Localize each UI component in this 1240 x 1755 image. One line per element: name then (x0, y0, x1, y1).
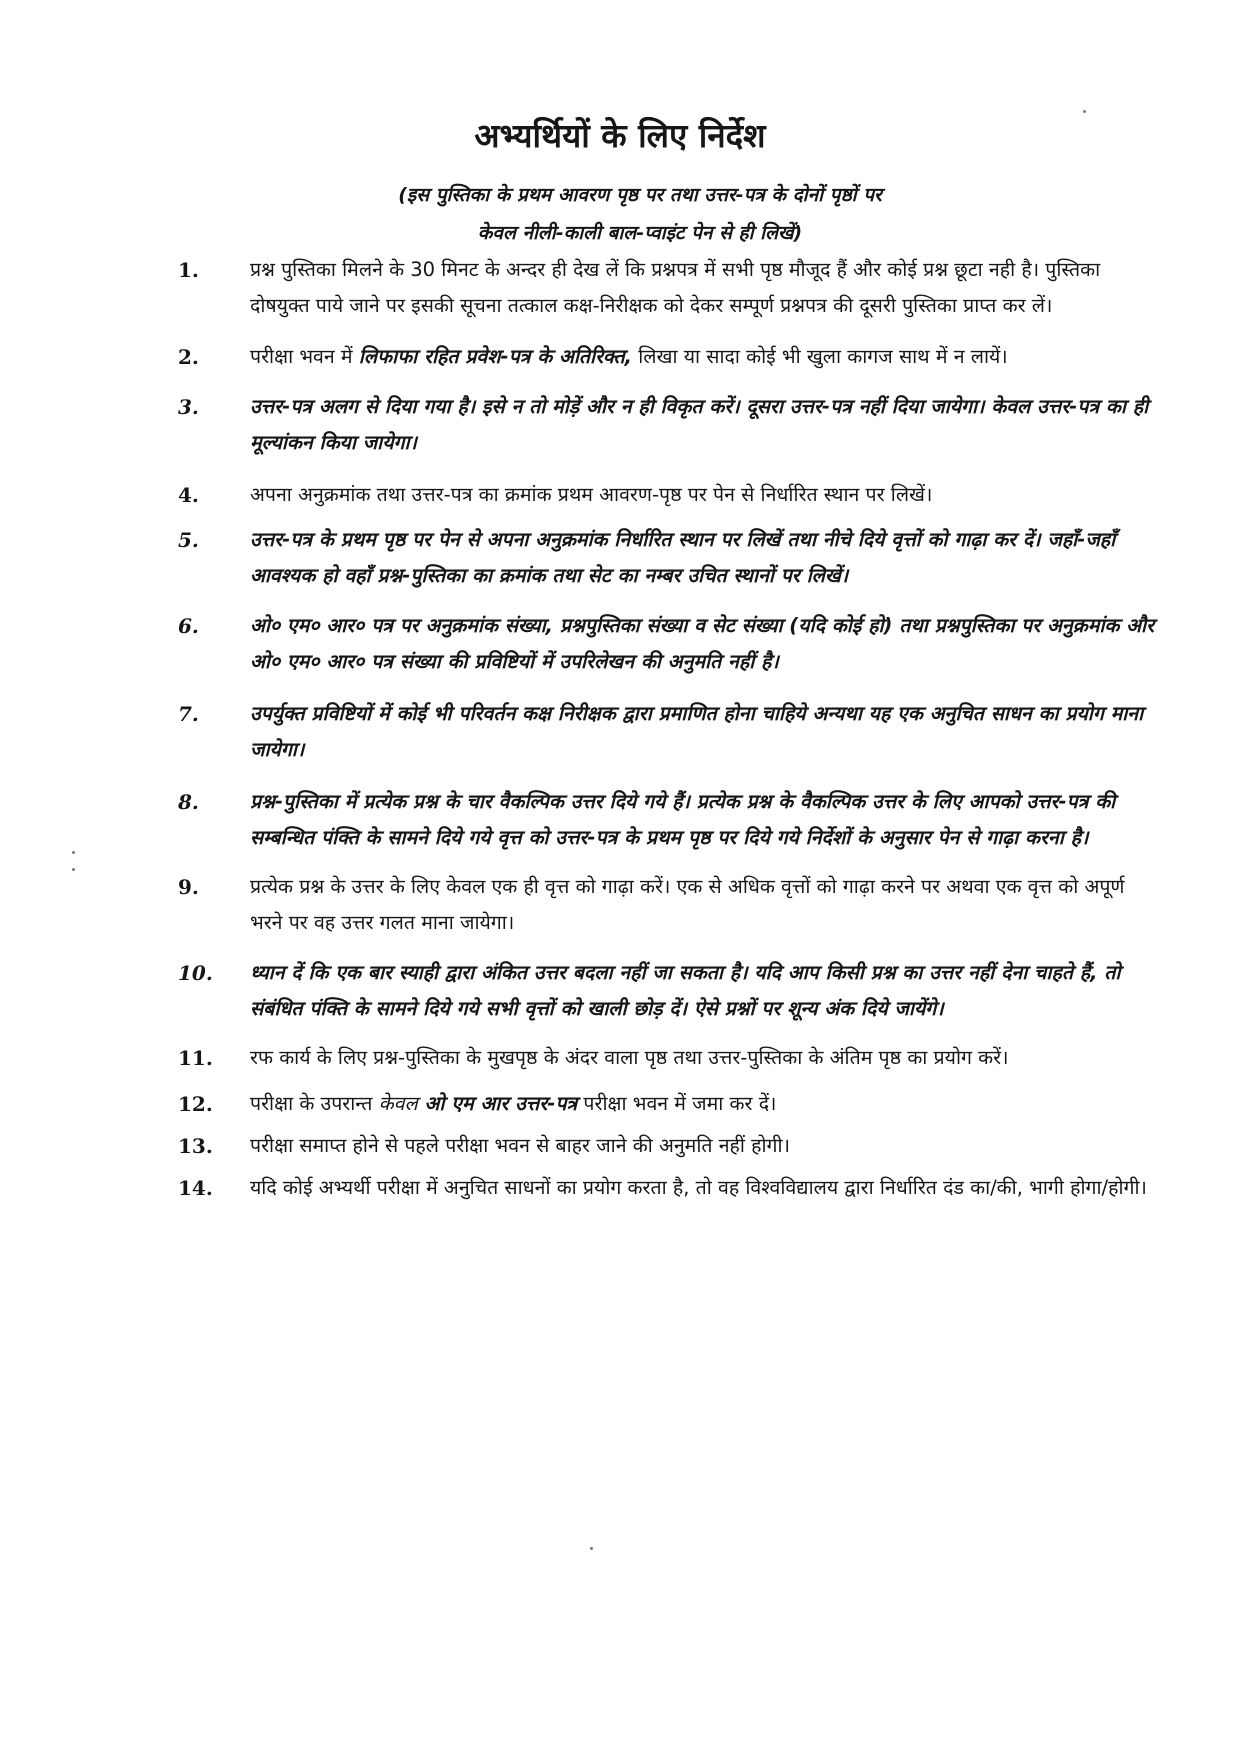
instruction-item-13 (178, 1128, 1158, 1164)
instruction-text (250, 1086, 1158, 1122)
instruction-number: 2. (178, 345, 199, 369)
instruction-number: 1. (178, 258, 199, 282)
instruction-text (250, 339, 1158, 375)
instruction-text-plain: परीक्षा के उपरान्त (250, 1092, 379, 1115)
instruction-number: 5. (178, 528, 199, 552)
scan-speck (72, 868, 75, 871)
scan-speck (1083, 110, 1086, 113)
instruction-number: 4. (178, 483, 199, 507)
instruction-item-5 (178, 522, 1158, 594)
subtitle-line-2: केवल नीली-काली बाल-प्वाइंट पेन से ही लिखें) (477, 222, 803, 244)
instruction-number: 12. (178, 1092, 213, 1116)
instruction-number: 13. (178, 1134, 213, 1158)
instruction-text: उत्तर-पत्र अलग से दिया गया है। इसे न तो मोड़ें और न ही विकृत करें। दूसरा उत्तर-पत्र नहीं दिया जायेगा। केवल उत्तर-पत्र का ही मूल्यांकन किया जायेगा। (250, 395, 1149, 454)
instruction-text-italic: केवल (378, 1092, 418, 1115)
instruction-text: प्रश्न पुस्तिका मिलने के 30 मिनट के अन्दर ही देख लें कि प्रश्नपत्र में सभी पृष्ठ मौजूद हैं और कोई प्रश्न छूटा नही है। पुस्तिका दोषयुक्त पाये जाने पर इसकी सूचना तत्काल कक्ष-निरीक्षक को देकर सम्पूर्ण प्रश्नपत्र की दूसरी पुस्तिका प्राप्त कर लें। (250, 258, 1101, 317)
instruction-text: उपर्युक्त प्रविष्टियों में कोई भी परिवर्तन कक्ष निरीक्षक द्वारा प्रमाणित होना चाहिये अन्यथा यह एक अनुचित साधन का प्रयोग माना जायेगा। (250, 702, 1144, 761)
instruction-text-emphasis: लिफाफा रहित प्रवेश-पत्र के अतिरिक्त, (358, 345, 633, 368)
instruction-text-plain: लिखा या सादा कोई भी खुला कागज साथ में न लायें। (632, 345, 1008, 368)
instruction-number: 14. (178, 1176, 213, 1200)
instruction-list (178, 252, 1158, 1206)
instruction-number: 6. (178, 614, 199, 638)
instruction-number: 11. (178, 1046, 213, 1070)
scan-speck (590, 1547, 593, 1550)
instruction-item-14 (178, 1170, 1158, 1206)
instruction-text: ध्यान दें कि एक बार स्याही द्वारा अंकित उत्तर बदला नहीं जा सकता है। यदि आप किसी प्रश्न का उत्तर नहीं देना चाहते हैं, तो संबंधित पंक्ति के सामने दिये गये सभी वृत्तों को खाली छोड़ दें। ऐसे प्रश्नों पर शून्य अंक दिये जायेंगे। (250, 961, 1121, 1020)
instruction-text: परीक्षा समाप्त होने से पहले परीक्षा भवन से बाहर जाने की अनुमति नहीं होगी। (250, 1134, 790, 1157)
instruction-text: ओ० एम० आर० पत्र पर अनुक्रमांक संख्या, प्रश्नपुस्तिका संख्या व सेट संख्या (यदि कोई हो) तथा प्रश्नपुस्तिका पर अनुक्रमांक और ओ० एम० आर० पत्र संख्या की प्रविष्टियों में उपरिलेखन की अनुमति नहीं है। (250, 614, 1155, 673)
instruction-item-2 (178, 339, 1158, 375)
instruction-number: 8. (178, 790, 199, 814)
instruction-item-6 (178, 608, 1158, 680)
instruction-text-emphasis: ओ एम आर उत्तर-पत्र (417, 1092, 578, 1115)
instruction-item-7 (178, 696, 1158, 768)
instruction-text: प्रश्न-पुस्तिका में प्रत्येक प्रश्न के चार वैकल्पिक उत्तर दिये गये हैं। प्रत्येक प्रश्न के वैकल्पिक उत्तर के लिए आपको उत्तर-पत्र की सम्बन्धित पंक्ति के सामने दिये गये वृत्त को उत्तर-पत्र के प्रथम पृष्ठ पर दिये गये निर्देशों के अनुसार पेन से गाढ़ा करना है। (250, 790, 1116, 849)
instruction-text-plain: परीक्षा भवन में (250, 345, 359, 368)
instruction-text: अपना अनुक्रमांक तथा उत्तर-पत्र का क्रमांक प्रथम आवरण-पृष्ठ पर पेन से निर्धारित स्थान पर लिखें। (250, 483, 933, 506)
subtitle-line-1: (इस पुस्तिका के प्रथम आवरण पृष्ठ पर तथा उत्तर-पत्र के दोनों पृष्ठों पर (398, 184, 882, 206)
instruction-item-4 (178, 477, 1158, 513)
instruction-text: रफ कार्य के लिए प्रश्न-पुस्तिका के मुखपृष्ठ के अंदर वाला पृष्ठ तथा उत्तर-पुस्तिका के अंतिम पृष्ठ का प्रयोग करें। (250, 1046, 1009, 1069)
instruction-text: यदि कोई अभ्यर्थी परीक्षा में अनुचित साधनों का प्रयोग करता है, तो वह विश्वविद्यालय द्वारा निर्धारित दंड का/की, भागी होगा/होगी। (250, 1176, 1147, 1199)
instruction-item-3 (178, 389, 1158, 461)
instruction-item-12 (178, 1086, 1158, 1122)
subtitle (280, 176, 1000, 252)
instruction-item-9 (178, 869, 1158, 941)
instruction-number: 7. (178, 702, 199, 726)
instruction-number: 9. (178, 875, 199, 899)
instruction-item-10 (178, 955, 1158, 1027)
scan-speck (72, 851, 75, 854)
instruction-item-1 (178, 252, 1158, 324)
instruction-item-11 (178, 1040, 1158, 1076)
instruction-item-8 (178, 784, 1158, 856)
instruction-text: उत्तर-पत्र के प्रथम पृष्ठ पर पेन से अपना अनुक्रमांक निर्धारित स्थान पर लिखें तथा नीचे दिये वृत्तों को गाढ़ा कर दें। जहाँ-जहाँ आवश्यक हो वहाँ प्रश्न-पुस्तिका का क्रमांक तथा सेट का नम्बर उचित स्थानों पर लिखें। (250, 528, 1116, 587)
instruction-text-plain: परीक्षा भवन में जमा कर दें। (577, 1092, 777, 1115)
instruction-number: 10. (178, 961, 213, 985)
instruction-number: 3. (178, 395, 199, 419)
page-title: अभ्यर्थियों के लिए निर्देश (474, 116, 766, 155)
instruction-text: प्रत्येक प्रश्न के उत्तर के लिए केवल एक ही वृत्त को गाढ़ा करें। एक से अधिक वृत्तों को गाढ़ा करने पर अथवा एक वृत्त को अपूर्ण भरने पर वह उत्तर गलत माना जायेगा। (250, 875, 1125, 934)
